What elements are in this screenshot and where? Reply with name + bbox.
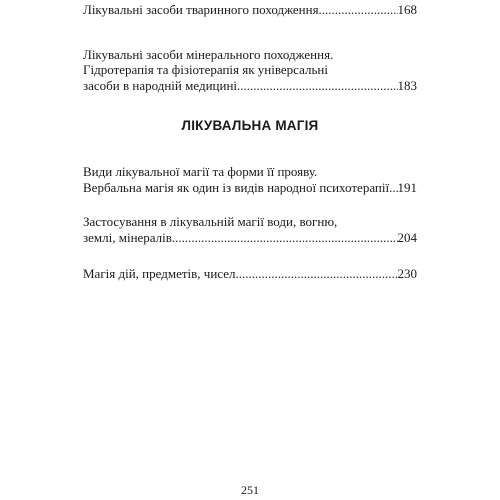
toc-entry-page: 183 [397,78,417,93]
dot-leader [237,78,397,93]
section-heading: ЛІКУВАЛЬНА МАГІЯ [181,118,319,133]
toc-entry-page: 204 [397,230,417,245]
toc-entry-text: засоби в народній медицині [83,78,238,93]
page-number: 251 [241,483,259,497]
toc-entry-text: Вербальна магія як один із видів народної психотерапії [83,180,390,195]
toc-entry-elements-line-2 [83,230,417,245]
toc-entry-magic-types-line-2 [83,180,417,195]
toc-entry-text: Магія дій, предметів, чисел [83,266,236,281]
dot-leader [389,180,397,195]
toc-entry-text: землі, мінералів [83,230,172,245]
toc-entry-mineral-line-2: Гідротерапія та фізіотерапія як універсальні [83,62,328,77]
dot-leader [235,266,397,281]
toc-entry-page: 230 [397,266,417,281]
toc-entry-mineral-line-3 [83,78,417,93]
toc-entry-animal-remedies [83,2,417,17]
dot-leader [319,2,398,17]
toc-entry-magic-types-line-1: Види лікувальної магії та форми її прояву. [83,164,318,179]
toc-entry-actions [83,266,417,281]
toc-entry-page: 191 [397,180,417,195]
toc-entry-mineral-line-1: Лікувальні засоби мінерального походження. [83,47,334,62]
toc-entry-text: Лікувальні засоби тваринного походження [83,2,319,17]
toc-entry-elements-line-1: Застосування в лікувальній магії води, вогню, [83,214,338,229]
toc-entry-page: 168 [397,2,417,17]
dot-leader [172,230,398,245]
